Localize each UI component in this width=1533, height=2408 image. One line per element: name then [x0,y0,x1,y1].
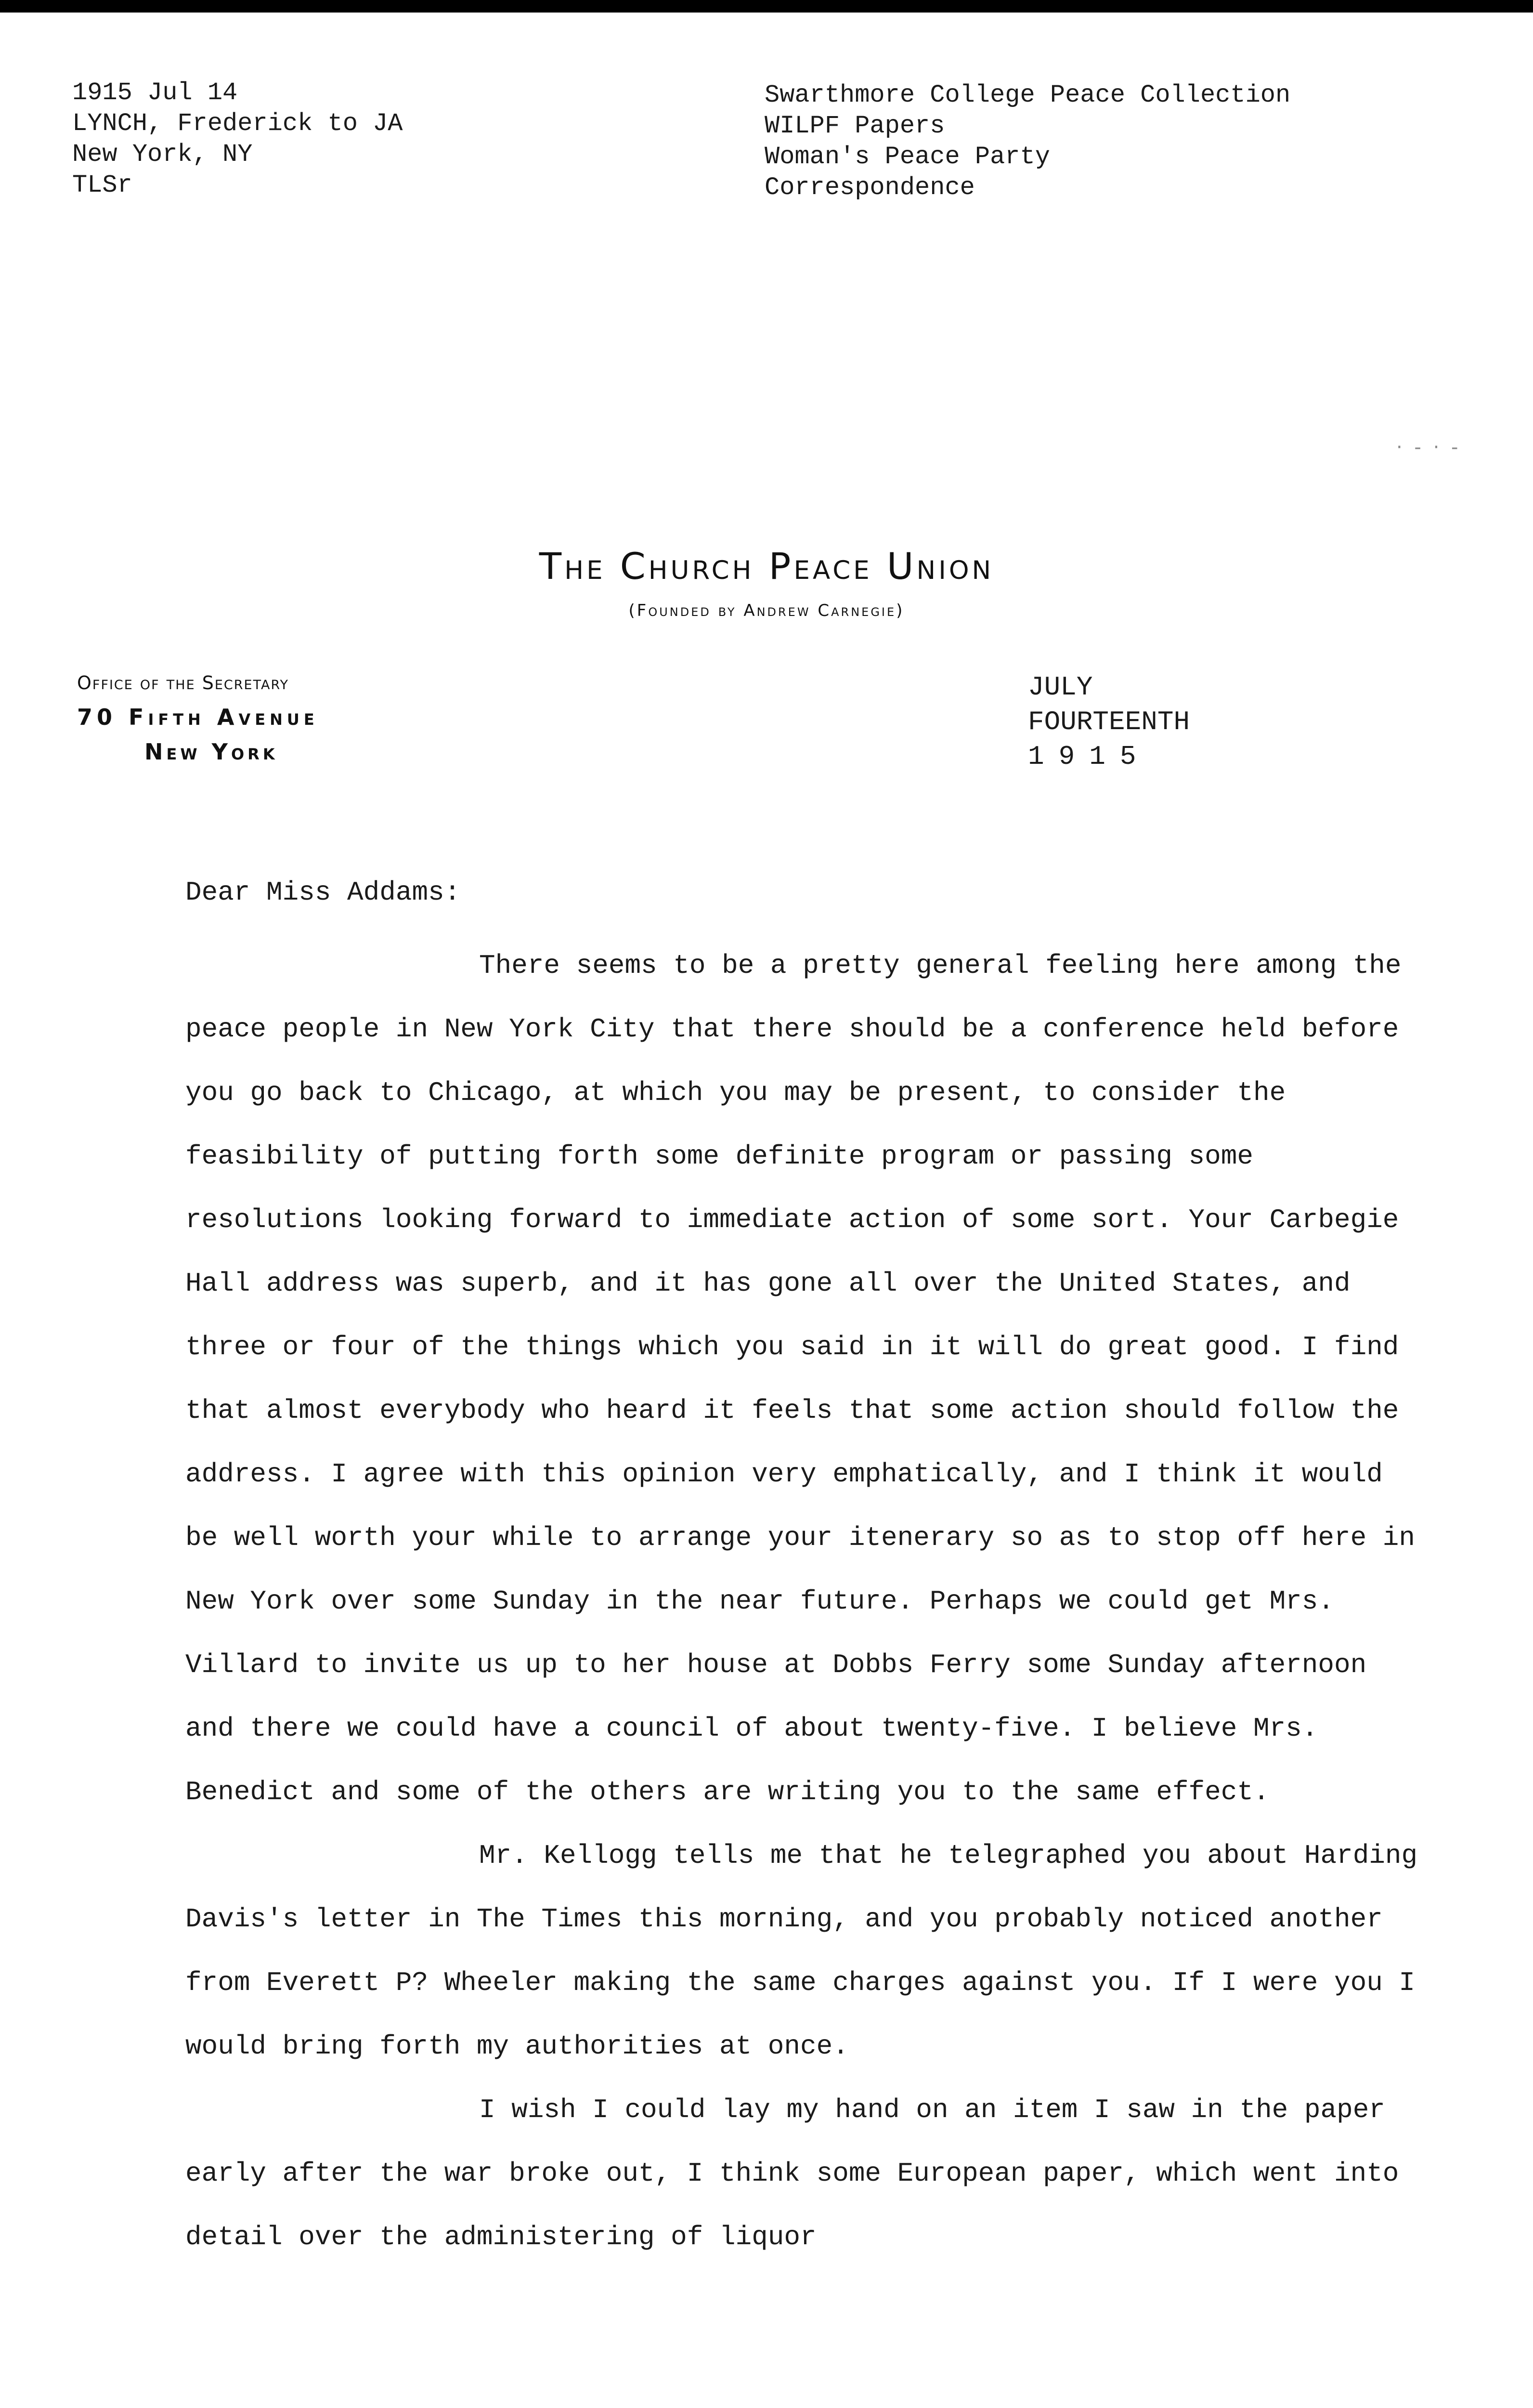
document-page [0,13,1533,2408]
paragraph-conference: There seems to be a pretty general feeling here among the peace people in New York City that there should be a conference held before you go back to Chicago, at which you may be present, to consider the feasibility of putting forth some definite program or passing some resolutions looking forward to immediate action of some sort. Your Carbegie Hall address was superb, and it has gone all over the United States, and three or four of the things which you said in it will do great good. I find that almost everybody who heard it feels that some action should follow the address. I agree with this opinion very emphatically, and I think it would be well worth your while to arrange your itenerary so as to stop off here in New York over some Sunday in the near future. Perhaps we could get Mrs. Villard to invite us up to her house at Dobbs Ferry some Sunday afternoon and there we could have a council of about twenty-five. I believe Mrs. Benedict and some of the others are writing you to the same effect. [185,950,1416,1807]
date-year: 1915 [1028,741,1151,772]
salutation: Dear Miss Addams: [185,877,461,908]
date-day: FOURTEENTH [1028,707,1190,737]
office-city: New York [144,739,278,765]
stray-pencil-mark: · ‐ · ‐ [1396,436,1461,458]
citation-place: New York, NY [72,140,253,169]
letterhead-office-address [77,672,319,765]
citation-series: Correspondence [765,173,975,202]
date-month: JULY [1028,672,1093,703]
letter-body [185,872,1418,2269]
citation-organization: Woman's Peace Party [765,143,1050,171]
letterhead-org-name: The Church Peace Union [539,545,994,588]
citation-date: 1915 Jul 14 [72,79,238,107]
citation-format: TLSr [72,171,132,199]
letterhead-founded-by: (Founded by Andrew Carnegie) [628,601,905,620]
paragraph-kellogg: Mr. Kellogg tells me that he telegraphed you about Harding Davis's letter in The Times this morning, and you probably noticed another from Everett P? Wheeler making the same charges against you. If I were you I would bring forth my authorities at once. [185,1840,1418,2062]
letter-date [1028,670,1190,774]
citation-collection: Swarthmore College Peace Collection [765,81,1291,109]
citation-correspondents: LYNCH, Frederick to JA [72,109,403,138]
office-title: Office of the Secretary [77,672,289,694]
citation-papers: WILPF Papers [765,112,945,140]
office-street: 70 Fifth Avenue [77,704,319,730]
archive-citation-right [765,80,1290,203]
archive-citation-left [72,78,403,201]
paragraph-liquor-item: I wish I could lay my hand on an item I saw in the paper early after the war broke out, I think some European paper, which went into detail over the administering of liquor [185,2094,1399,2252]
